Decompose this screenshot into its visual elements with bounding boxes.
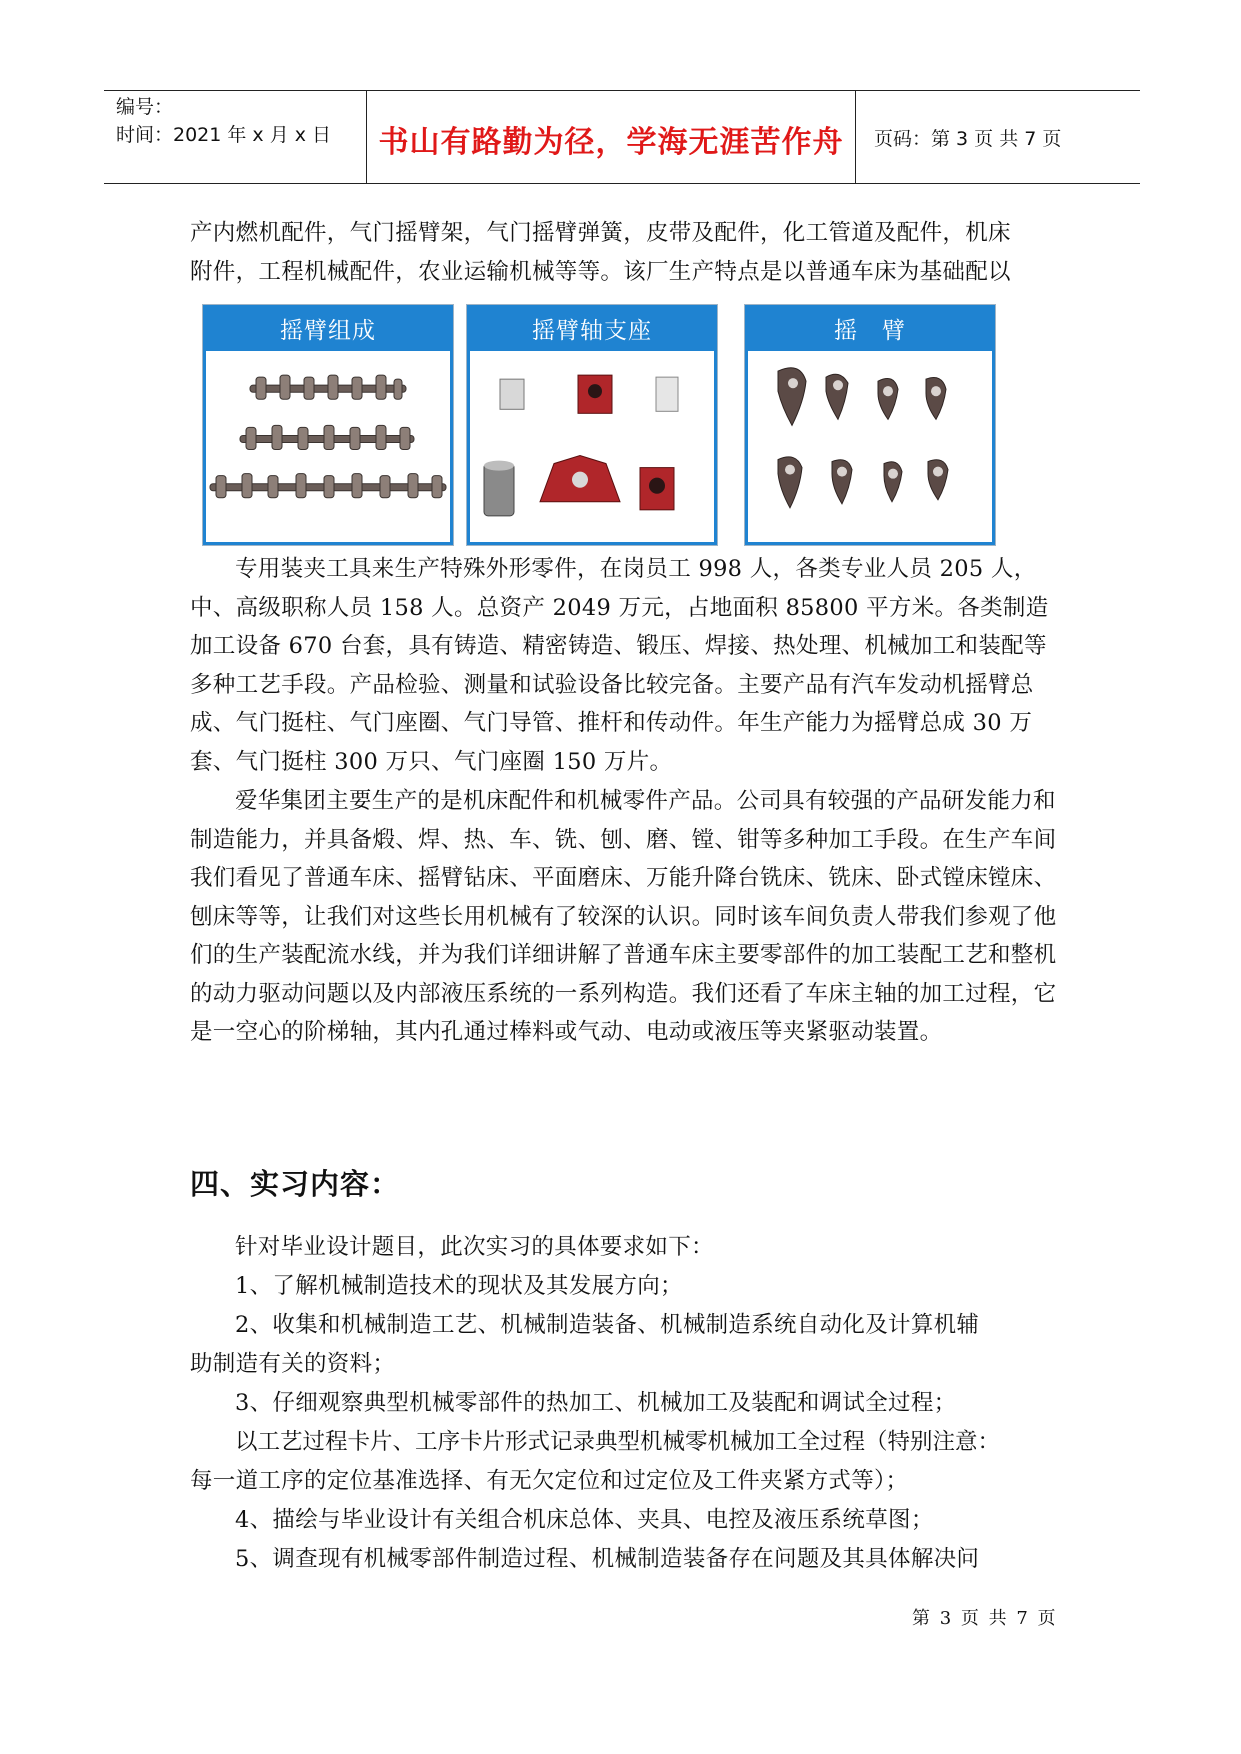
section-line-2: 1、了解机械制造技术的现状及其发展方向； xyxy=(235,1273,683,1299)
section-line-9: 5、调查现有机械零部件制造过程、机械制造装备存在问题及其具体解决问 xyxy=(235,1546,980,1572)
photo-caption: 摇 臂 xyxy=(745,305,995,351)
photo-panel-rocker-shaft-support xyxy=(466,304,718,546)
section-line-3: 2、收集和机械制造工艺、机械制造装备、机械制造系统自动化及计算机辅 xyxy=(235,1312,980,1338)
photo-caption: 摇臂轴支座 xyxy=(467,305,717,351)
intro-paragraph xyxy=(190,214,1060,291)
photo-panel-rocker-assembly xyxy=(202,304,454,546)
section-line-5: 3、仔细观察典型机械零部件的热加工、机械加工及装配和调试全过程； xyxy=(235,1390,957,1416)
time-label: 时间：2021 年 x 月 x 日 xyxy=(116,124,332,146)
page-footer: 第 3 页 共 7 页 xyxy=(912,1608,1058,1629)
number-label: 编号： xyxy=(116,96,174,118)
header-page-cell xyxy=(856,91,1140,183)
intro-line-2: 附件，工程机械配件，农业运输机械等等。该厂生产特点是以普通车床为基础配以 xyxy=(190,258,1011,285)
section-line-7: 每一道工序的定位基准选择、有无欠定位和过定位及工件夹紧方式等）； xyxy=(190,1468,909,1494)
intro-line-1: 产内燃机配件，气门摇臂架，气门摇臂弹簧，皮带及配件，化工管道及配件，机床 xyxy=(190,220,1011,246)
rocker-arm-assembly-photo xyxy=(203,351,453,545)
header-page-info: 页码：第 3 页 共 7 页 xyxy=(874,127,1062,150)
section-title: 四、实习内容： xyxy=(190,1167,401,1201)
section-line-4: 助制造有关的资料； xyxy=(190,1351,396,1377)
rocker-shaft-support-photo xyxy=(467,351,717,545)
photo-panel-rocker-arm xyxy=(744,304,996,546)
section-line-1: 针对毕业设计题目，此次实习的具体要求如下： xyxy=(235,1234,714,1260)
header-motto: 书山有路勤为径，学海无涯苦作舟 xyxy=(378,125,844,160)
section-line-8: 4、描绘与毕业设计有关组合机床总体、夹具、电控及液压系统草图； xyxy=(235,1507,934,1533)
header-left-cell xyxy=(104,91,366,183)
section-line-6: 以工艺过程卡片、工序卡片形式记录典型机械零机械加工全过程（特别注意： xyxy=(235,1429,1001,1455)
photo-caption: 摇臂组成 xyxy=(203,305,453,351)
body-paragraph-1: 专用装夹工具来生产特殊外形零件，在岗员工 998 人，各类专业人员 205 人，中、高级职称人员 158 人。总资产 2049 万元，占地面积 85800 平方米。各类制造加工设备 670 台套，具有铸造、精密铸造、锻压、焊接、热处理、机械加工和装配等多种工艺手段。产品检验、测量和试验设备比较完备。主要产品有汽车发动机摇臂总成、气门挺柱、气门座圈、气门导管、推杆和传动件。年生产能力为摇臂总成 30 万套、气门挺柱 300 万只、气门座圈 150 万片。 xyxy=(190,556,1049,775)
rocker-arm-photo xyxy=(745,351,995,545)
header-motto-cell xyxy=(366,91,856,183)
page-header-table xyxy=(104,90,1140,184)
body-paragraph-2: 爱华集团主要生产的是机床配件和机械零件产品。公司具有较强的产品研发能力和制造能力，并具备煅、焊、热、车、铣、刨、磨、镗、钳等多种加工手段。在生产车间我们看见了普通车床、摇臂钻床、平面磨床、万能升降台铣床、铣床、卧式镗床镗床、刨床等等，让我们对这些长用机械有了较深的认识。同时该车间负责人带我们参观了他们的生产装配流水线，并为我们详细讲解了普通车床主要零部件的加工装配工艺和整机的动力驱动问题以及内部液压系统的一系列构造。我们还看了车床主轴的加工过程，它是一空心的阶梯轴，其内孔通过棒料或气动、电动或液压等夹紧驱动装置。 xyxy=(190,788,1057,1045)
